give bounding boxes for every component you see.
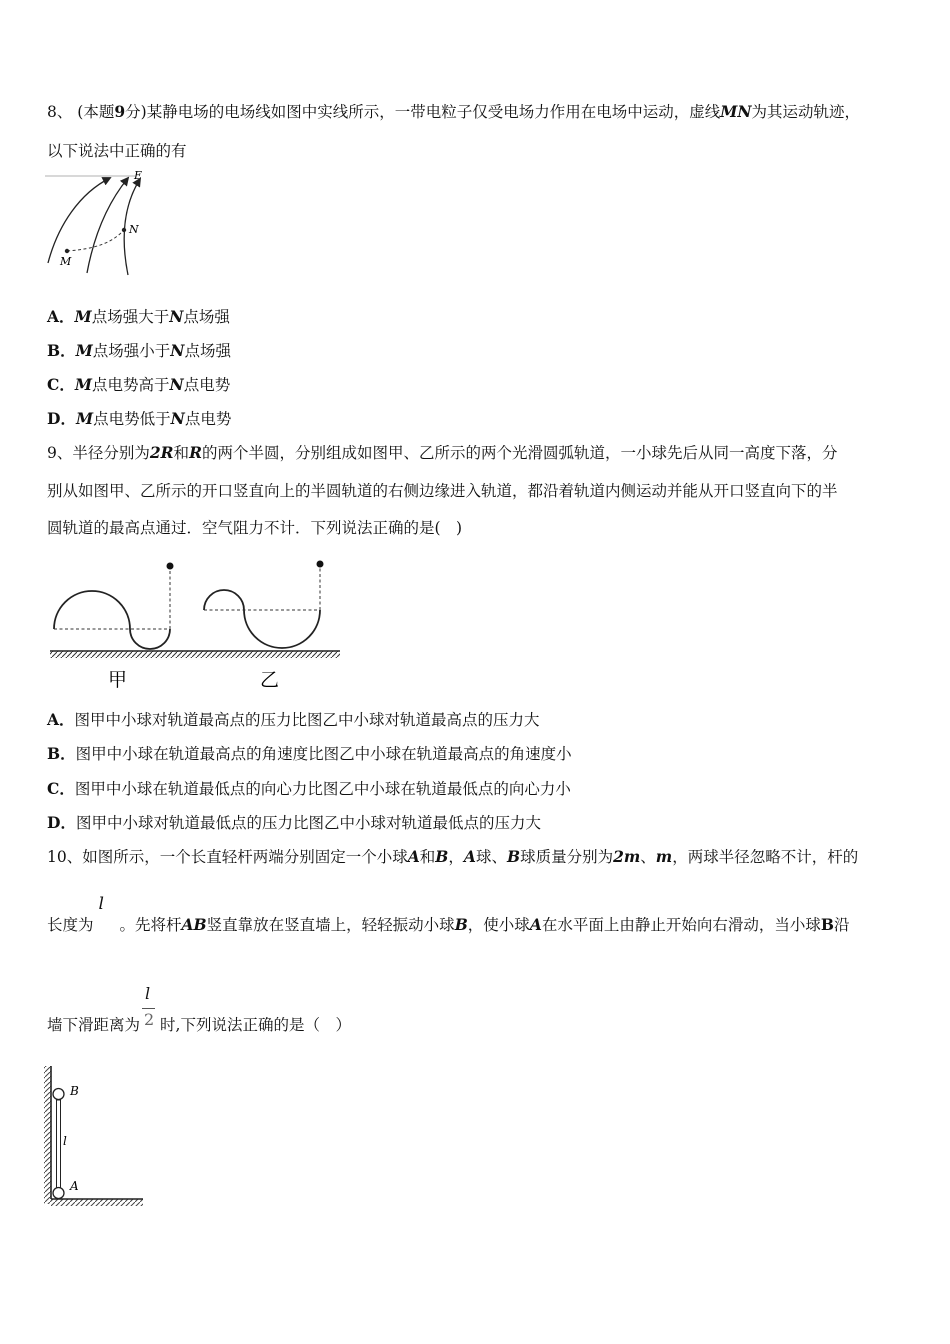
q8-option-a: A．M点场强大于N点场强 [47,307,230,326]
rod-ab [57,1100,61,1188]
floor-hatch [51,1199,143,1206]
point-m [65,249,69,253]
q9-stem-line-3: 圆轨道的最高点通过．空气阻力不计．下列说法正确的是( ) [47,519,463,537]
wall-hatch [44,1066,51,1204]
label-yi: 乙 [260,669,280,691]
q9-option-c: C．图甲中小球在轨道最低点的向心力比图乙中小球在轨道最低点的向心力小 [47,779,571,798]
label-e: E [134,169,143,182]
q8-stem-line-1: 8、 (本题9分)某静电场的电场线如图中实线所示，一带电粒子仅受电场力作用在电场中运动，虚线MN为其运动轨迹， [47,102,861,121]
field-line-middle [87,178,128,273]
yi-upper-semicircle [204,590,244,610]
semicircle-tracks-diagram [42,552,352,697]
ball-a [53,1188,64,1199]
electric-field-diagram [40,165,200,285]
fraction-l-over-2: $\frac{l}{2}$ [144,984,155,1029]
jia-upper-semicircle [54,591,130,629]
ground-hatch [50,651,340,658]
q9-option-b: B．图甲中小球在轨道最高点的角速度比图乙中小球在轨道最高点的角速度小 [47,744,572,763]
q8-option-d: D．M点电势低于N点电势 [47,409,232,428]
yi-ball [317,561,324,568]
rod-wall-diagram [40,1062,150,1212]
q9-option-a: A．图甲中小球对轨道最高点的压力比图乙中小球对轨道最高点的压力大 [47,710,540,729]
q9-stem-line-2: 别从如图甲、乙所示的开口竖直向上的半圆轨道的右侧边缘进入轨道，都沿着轨道内侧运动并能从开口竖直向下的半 [47,482,838,500]
label-jia: 甲 [108,669,128,691]
ball-b [53,1089,64,1100]
jia-lower-semicircle [130,629,170,649]
label-a: A [70,1179,79,1193]
q8-option-b: B．M点场强小于N点场强 [47,341,231,360]
length-symbol-l: l [98,894,104,914]
jia-ball [167,563,174,570]
q9-stem-line-1: 9、半径分别为2R和R的两个半圆，分别组成如图甲、乙所示的两个光滑圆弧轨道，一小球先后从同一高度下落，分 [47,443,838,462]
point-n [122,228,126,232]
q10-stem-line-1: 10、如图所示，一个长直轻杆两端分别固定一个小球A和B，A球、B球质量分别为2m、m，两球半径忽略不计，杆的 [47,847,859,866]
label-m: M [60,255,72,268]
label-b: B [70,1084,79,1098]
fraction-bar [142,1008,155,1009]
q9-option-d: D．图甲中小球对轨道最低点的压力比图乙中小球对轨道最低点的压力大 [47,813,541,832]
q8-option-c: C．M点电势高于N点电势 [47,375,231,394]
q10-stem-line-2: 长度为 l 。先将杆AB竖直靠放在竖直墙上，轻轻振动小球B，使小球A在水平面上由静止开始向右滑动，当小球B沿 [47,894,850,934]
label-n: N [129,223,139,236]
yi-lower-semicircle [244,610,320,648]
q8-stem-line-2: 以下说法中正确的有 [47,142,187,160]
label-l: l [63,1134,67,1148]
q10-stem-line-3: 墙下滑距离为 $\frac{l}{2}$ 时,下列说法正确的是（ ） [47,984,351,1034]
